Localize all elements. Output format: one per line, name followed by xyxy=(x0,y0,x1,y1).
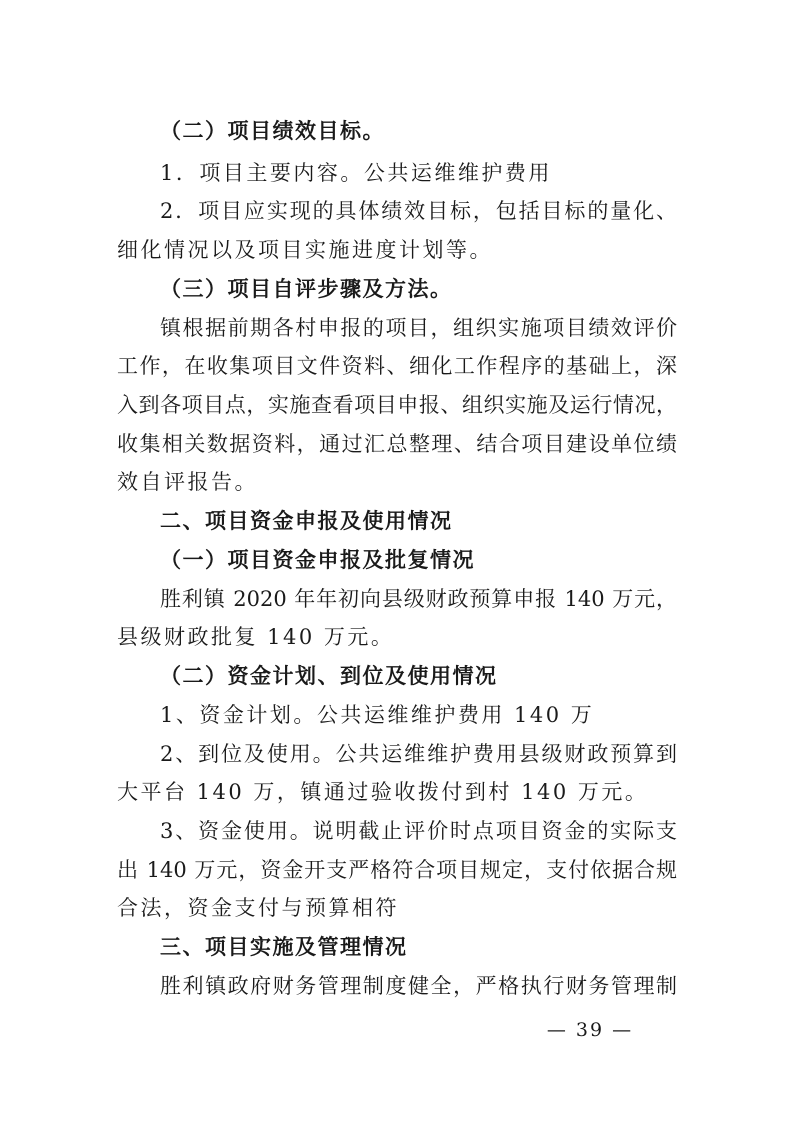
paragraph-line: 工作，在收集项目文件资料、细化工作程序的基础上，深 xyxy=(117,354,677,378)
paragraph-line: 收集相关数据资料，通过汇总整理、结合项目建设单位绩 xyxy=(117,432,677,456)
page-number: — 39 — xyxy=(546,1019,634,1041)
paragraph-line: 合法，资金支付与预算相符 xyxy=(117,896,399,920)
paragraph-line: 效自评报告。 xyxy=(117,470,258,494)
heading-performance-goals: （二）项目绩效目标。 xyxy=(160,118,385,143)
heading-implementation: 三、项目实施及管理情况 xyxy=(160,934,408,959)
heading-fund-approval: （一）项目资金申报及批复情况 xyxy=(160,547,475,572)
paragraph-line: 2．项目应实现的具体绩效目标，包括目标的量化、 xyxy=(160,199,677,223)
paragraph-line: 1、资金计划。公共运维维护费用 140 万 xyxy=(160,703,595,727)
heading-fund-plan: （二）资金计划、到位及使用情况 xyxy=(160,663,498,688)
paragraph-line: 县级财政批复 140 万元。 xyxy=(117,625,395,649)
paragraph-line: 胜利镇政府财务管理制度健全，严格执行财务管理制 xyxy=(160,974,677,998)
paragraph-line: 入到各项目点，实施查看项目申报、组织实施及运行情况， xyxy=(117,393,677,417)
paragraph-line: 细化情况以及项目实施进度计划等。 xyxy=(117,238,493,262)
heading-fund-application: 二、项目资金申报及使用情况 xyxy=(160,508,453,533)
paragraph-line: 胜利镇 2020 年年初向县级财政预算申报 140 万元， xyxy=(160,587,677,611)
paragraph-line: 1．项目主要内容。公共运维维护费用 xyxy=(160,161,552,185)
paragraph-line: 出 140 万元，资金开支严格符合项目规定，支付依据合规 xyxy=(117,858,677,882)
paragraph-line: 镇根据前期各村申报的项目，组织实施项目绩效评价 xyxy=(160,316,677,340)
heading-self-evaluation-steps: （三）项目自评步骤及方法。 xyxy=(160,276,453,301)
paragraph-line: 大平台 140 万，镇通过验收拨付到村 140 万元。 xyxy=(117,780,649,804)
paragraph-line: 2、到位及使用。公共运维维护费用县级财政预算到 xyxy=(160,742,677,766)
paragraph-line: 3、资金使用。说明截止评价时点项目资金的实际支 xyxy=(160,819,677,843)
